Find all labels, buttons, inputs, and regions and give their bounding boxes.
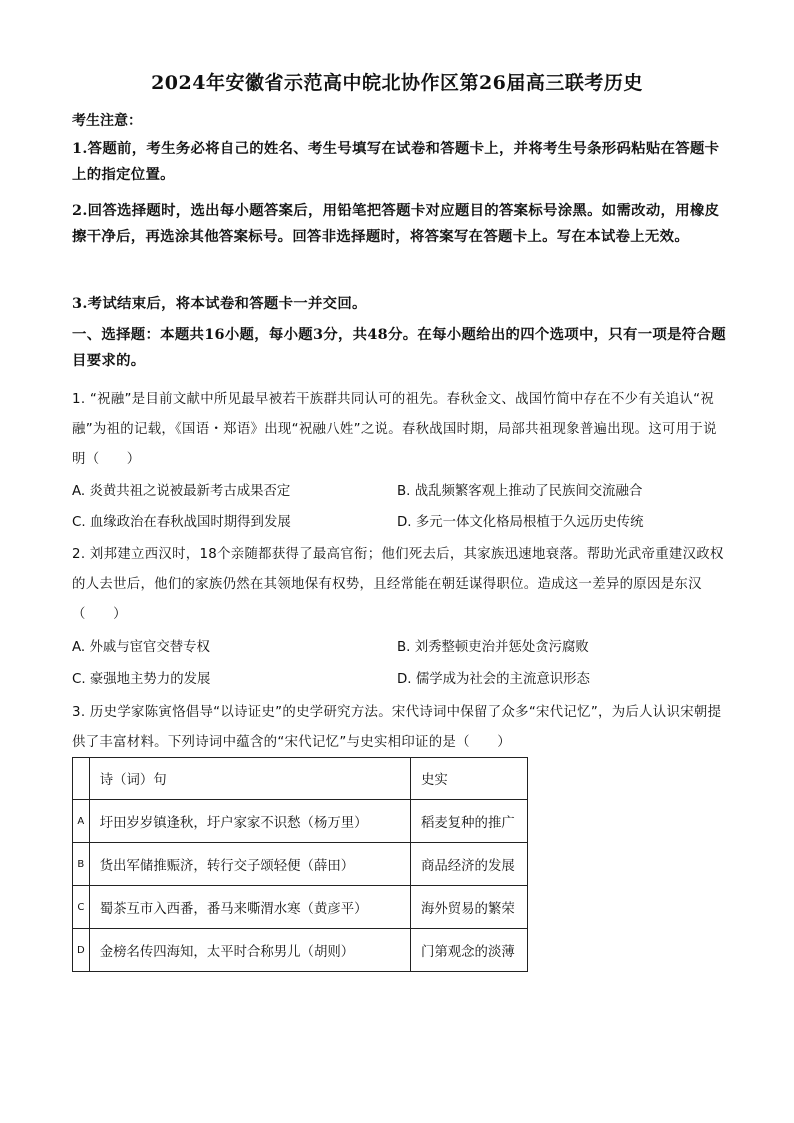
- poem-cell: 金榜名传四海知，太平时合称男儿（胡则）: [89, 929, 410, 972]
- notice-item-3: 3.考试结束后，将本试卷和答题卡一并交回。: [72, 295, 367, 312]
- table-row: [73, 929, 528, 972]
- row-letter: B: [73, 843, 90, 886]
- question-3-table: [72, 757, 528, 972]
- table-header-row: [73, 758, 528, 800]
- table-header-cell: 诗（词）句: [89, 758, 410, 800]
- question-2-stem: 2. 刘邦建立西汉时，18个亲随都获得了最高官衔；他们死去后，其家族迅速地衰落。帮助光武帝重建汉政权的人去世后，他们的家族仍然在其领地保有权势，且经常能在朝廷谋得职位。造成这一差异的原因是东汉（ ）: [72, 547, 724, 622]
- question-1-option-a[interactable]: A. 炎黄共祖之说被最新考古成果否定: [72, 484, 291, 499]
- question-1-option-b[interactable]: B. 战乱频繁客观上推动了民族间交流融合: [397, 484, 643, 499]
- question-2-option-b[interactable]: B. 刘秀整顿吏治并惩处贪污腐败: [397, 640, 589, 655]
- notice-item-1: 1.答题前，考生务必将自己的姓名、考生号填写在试卷和答题卡上，并将考生号条形码粘贴在答题卡上的指定位置。: [72, 140, 720, 183]
- row-letter: D: [73, 929, 90, 972]
- notice-label: 考生注意：: [72, 113, 142, 129]
- fact-cell: 门第观念的淡薄: [411, 929, 528, 972]
- table-header-cell: 史实: [411, 758, 528, 800]
- question-1-option-c[interactable]: C. 血缘政治在春秋战国时期得到发展: [72, 515, 291, 530]
- fact-cell: 稻麦复种的推广: [411, 800, 528, 843]
- fact-cell: 商品经济的发展: [411, 843, 528, 886]
- section-heading: 一、选择题：本题共16小题，每小题3分，共48分。在每小题给出的四个选项中，只有一项是符合题目要求的。: [72, 326, 726, 369]
- poem-cell: 蜀茶互市入西番，番马来嘶渭水寒（黄彦平）: [89, 886, 410, 929]
- page-title: 2024年安徽省示范高中皖北协作区第26届高三联考历史: [151, 72, 643, 94]
- row-letter: A: [73, 800, 90, 843]
- notice-item-2: 2.回答选择题时，选出每小题答案后，用铅笔把答题卡对应题目的答案标号涂黑。如需改动，用橡皮擦干净后，再选涂其他答案标号。回答非选择题时，将答案写在答题卡上。写在本试卷上无效。: [72, 202, 720, 245]
- question-2-option-d[interactable]: D. 儒学成为社会的主流意识形态: [397, 672, 590, 687]
- table-row: [73, 843, 528, 886]
- question-1-stem: 1. “祝融”是目前文献中所见最早被若干族群共同认可的祖先。春秋金文、战国竹简中存在不少有关追认“祝融”为祖的记载，《国语・郑语》出现“祝融八姓”之说。春秋战国时期，局部共祖现象普遍出现。这可用于说明（ ）: [72, 392, 717, 467]
- question-3-stem: 3. 历史学家陈寅恪倡导“以诗证史”的史学研究方法。宋代诗词中保留了众多“宋代记忆”，为后人认识宋朝提供了丰富材料。下列诗词中蕴含的“宋代记忆”与史实相印证的是（ ）: [72, 705, 722, 750]
- poem-cell: 圩田岁岁镇逢秋，圩户家家不识愁（杨万里）: [89, 800, 410, 843]
- row-letter: C: [73, 886, 90, 929]
- poem-cell: 货出军储推赈济，转行交子颂轻便（薛田）: [89, 843, 410, 886]
- question-1-option-d[interactable]: D. 多元一体文化格局根植于久远历史传统: [397, 515, 644, 530]
- fact-cell: 海外贸易的繁荣: [411, 886, 528, 929]
- question-2-option-c[interactable]: C. 豪强地主势力的发展: [72, 672, 211, 687]
- table-row: [73, 800, 528, 843]
- table-row: [73, 886, 528, 929]
- table-header-cell: [73, 758, 90, 800]
- question-2-option-a[interactable]: A. 外戚与宦官交替专权: [72, 640, 210, 655]
